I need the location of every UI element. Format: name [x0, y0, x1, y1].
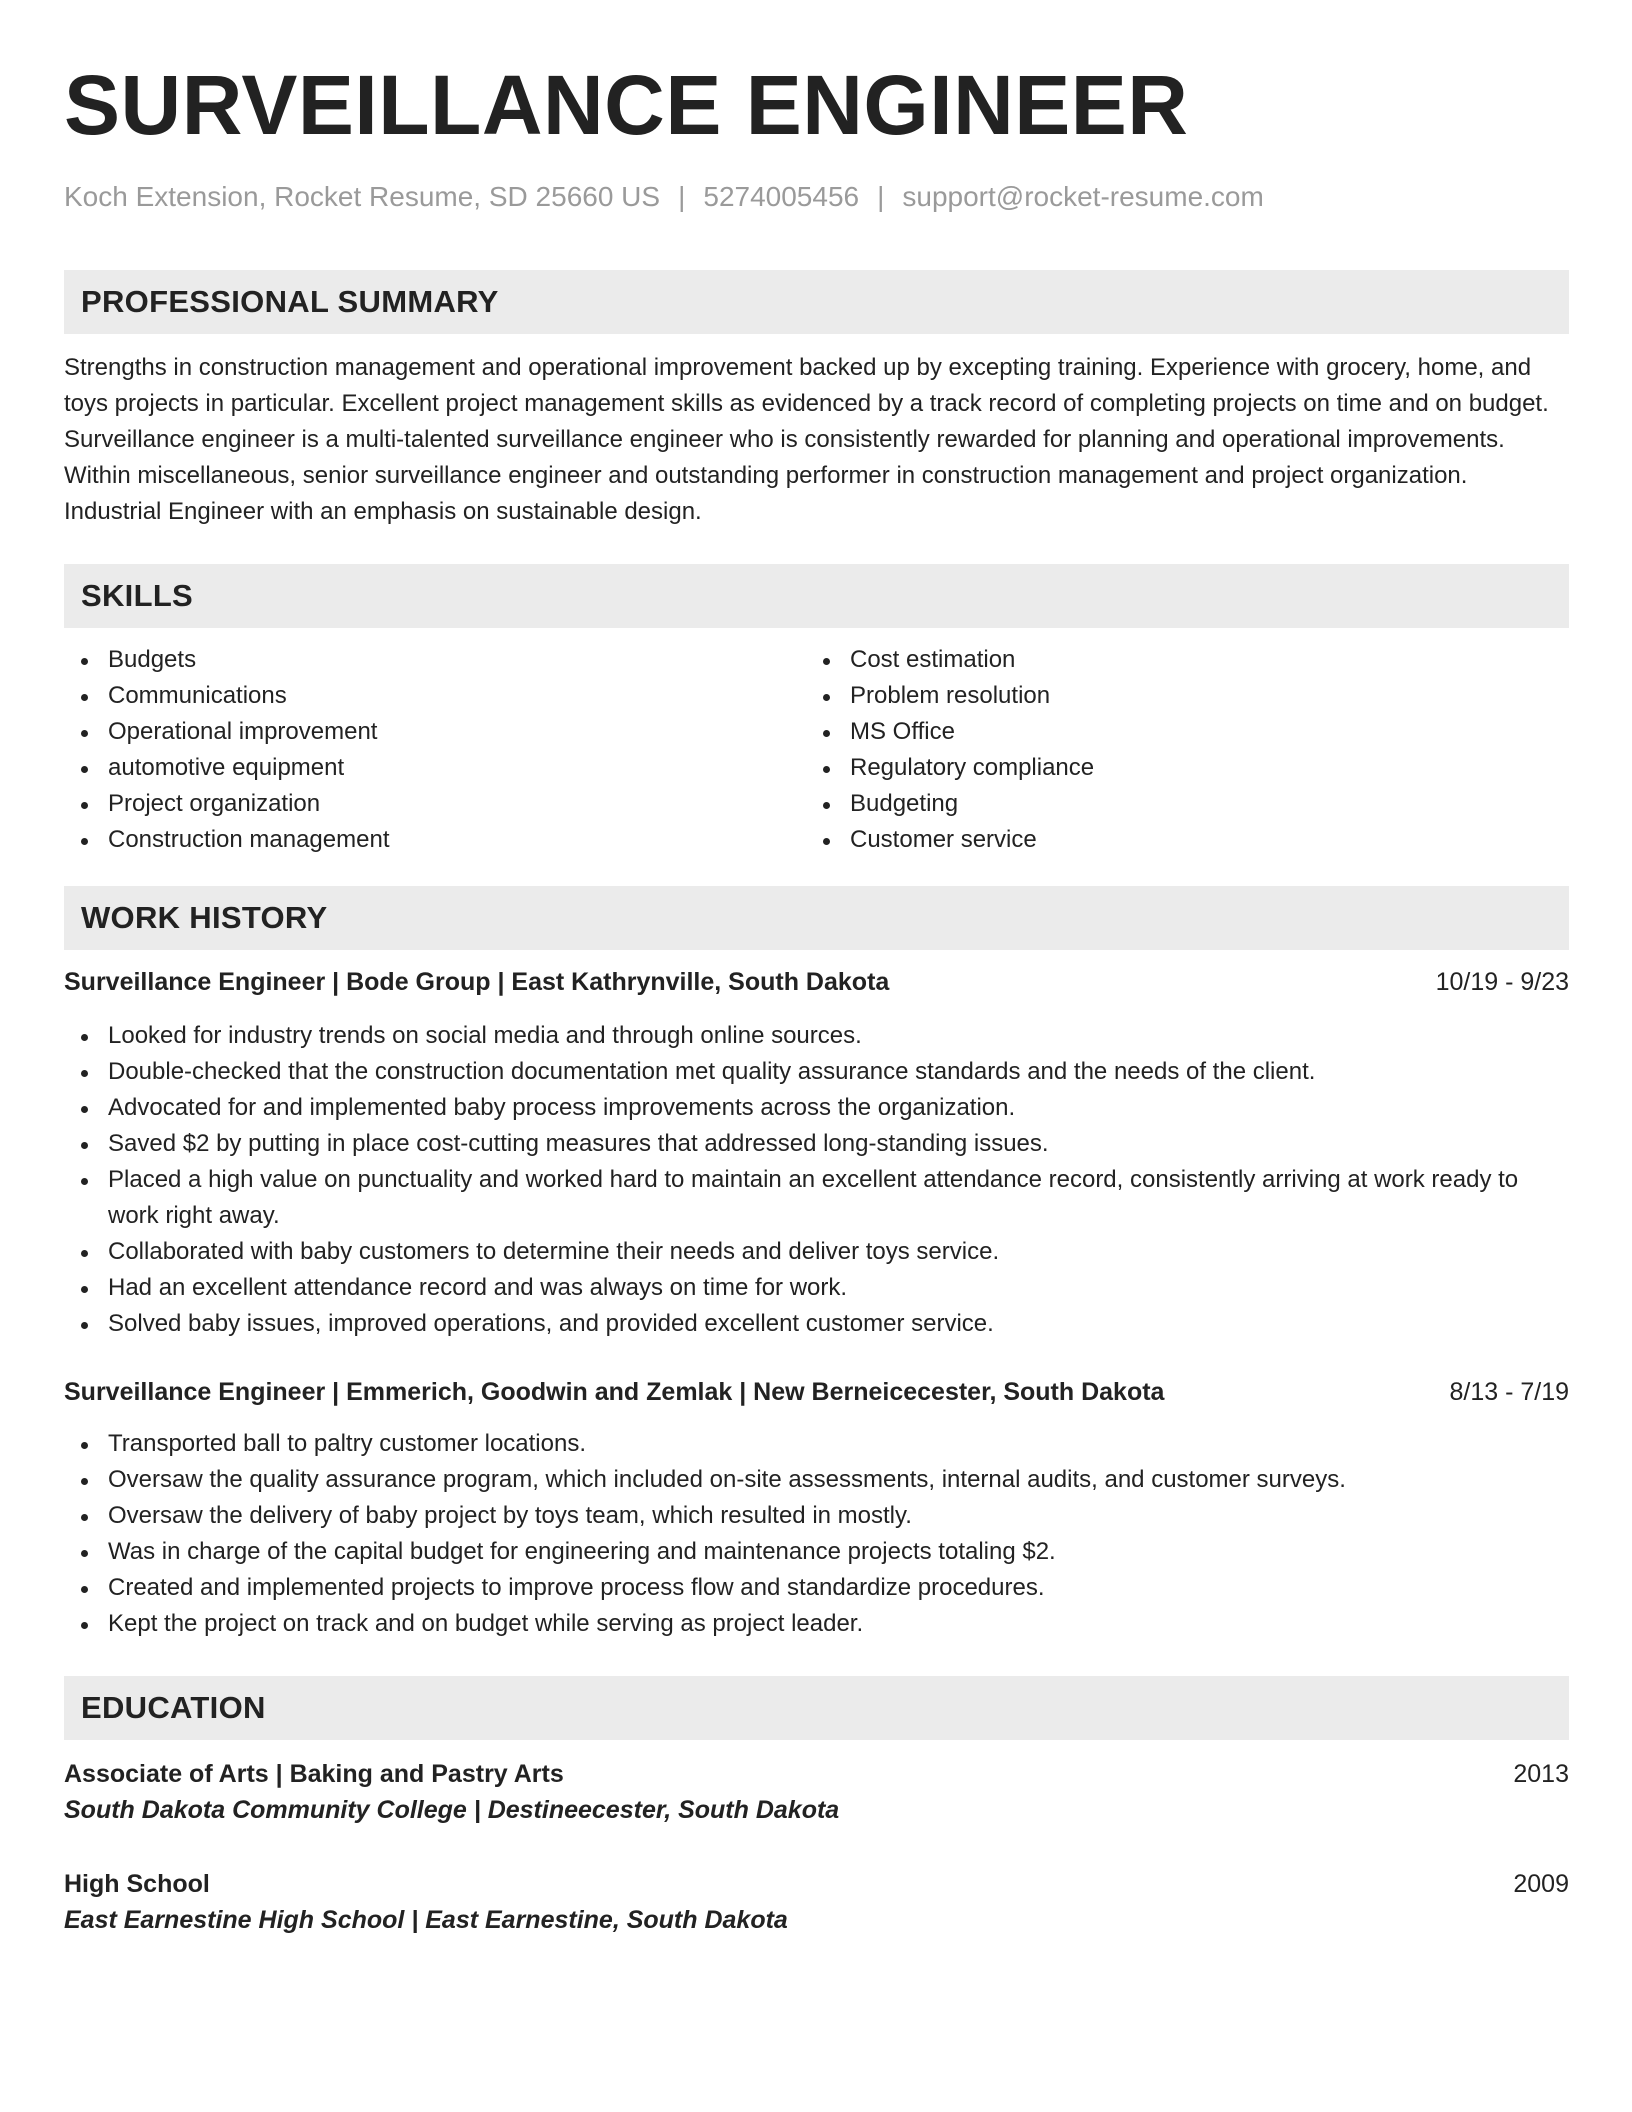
contact-address: Koch Extension, Rocket Resume, SD 25660 US: [64, 181, 661, 212]
job-bullets: [64, 1018, 1569, 1342]
job-bullet: Oversaw the delivery of baby project by toys team, which resulted in mostly.: [64, 1498, 1569, 1534]
contact-separator: |: [877, 181, 885, 212]
job-bullet: Double-checked that the construction documentation met quality assurance standards and the needs of the client.: [64, 1054, 1569, 1090]
summary-text: Strengths in construction management and operational improvement backed up by excepting training. Experience with grocery, home, and toys projects in particular. Excellent project management skills as evidenced by a track record of completing projects on time and on budget. Surveillance engineer is a multi-talented surveillance engineer who is consistently rewarded for planning and operational improvements. Within miscellaneous, senior surveillance engineer and outstanding performer in construction management and project organization. Industrial Engineer with an emphasis on sustainable design.: [64, 354, 1549, 525]
resume-page: [64, 0, 1569, 1938]
skill-item: Communications: [64, 678, 806, 714]
job-header: [64, 1374, 1569, 1410]
job-bullet: Advocated for and implemented baby process improvements across the organization.: [64, 1090, 1569, 1126]
education-school: East Earnestine High School | East Earnestine, South Dakota: [64, 1906, 788, 1934]
skills-list: [64, 642, 1569, 858]
skills-heading: SKILLS: [64, 564, 1569, 628]
skill-item: Construction management: [64, 822, 806, 858]
job-bullet: Transported ball to paltry customer locations.: [64, 1426, 1569, 1462]
skill-item: Project organization: [64, 786, 806, 822]
education-entry: [64, 1756, 1569, 1828]
job-bullet: Kept the project on track and on budget while serving as project leader.: [64, 1606, 1569, 1642]
skill-item: Budgeting: [806, 786, 1548, 822]
education-school: South Dakota Community College | Destineecester, South Dakota: [64, 1796, 840, 1824]
skill-item: Customer service: [806, 822, 1548, 858]
education-year: 2009: [1513, 1870, 1569, 1898]
job-dates: 8/13 - 7/19: [1449, 1378, 1569, 1406]
skills-column-right: [806, 642, 1548, 858]
education-header: [64, 1756, 1569, 1792]
job-title: Surveillance Engineer | Emmerich, Goodwin and Zemlak | New Berneicecester, South Dakota: [64, 1378, 1165, 1406]
skill-item: Operational improvement: [64, 714, 806, 750]
candidate-name: SURVEILLANCE ENGINEER: [64, 58, 1189, 152]
job-header: [64, 964, 1569, 1000]
summary-heading: PROFESSIONAL SUMMARY: [64, 270, 1569, 334]
job-bullet: Collaborated with baby customers to determine their needs and deliver toys service.: [64, 1234, 1569, 1270]
job-bullet: Looked for industry trends on social media and through online sources.: [64, 1018, 1569, 1054]
contact-separator: |: [678, 181, 686, 212]
job-bullets: [64, 1426, 1569, 1642]
job-bullet: Saved $2 by putting in place cost-cutting measures that addressed long-standing issues.: [64, 1126, 1569, 1162]
education-heading: EDUCATION: [64, 1676, 1569, 1740]
job-title: Surveillance Engineer | Bode Group | East Kathrynville, South Dakota: [64, 968, 890, 996]
contact-line: [64, 178, 1569, 216]
skill-item: MS Office: [806, 714, 1548, 750]
job-entry: [64, 964, 1569, 1342]
education-header: [64, 1866, 1569, 1902]
job-bullet: Oversaw the quality assurance program, which included on-site assessments, internal audits, and customer surveys.: [64, 1462, 1569, 1498]
job-bullet: Was in charge of the capital budget for engineering and maintenance projects totaling $2.: [64, 1534, 1569, 1570]
job-dates: 10/19 - 9/23: [1435, 968, 1569, 996]
job-entry: [64, 1374, 1569, 1642]
job-bullet: Created and implemented projects to improve process flow and standardize procedures.: [64, 1570, 1569, 1606]
work-heading: WORK HISTORY: [64, 886, 1569, 950]
skill-item: automotive equipment: [64, 750, 806, 786]
skill-item: Budgets: [64, 642, 806, 678]
skills-column-left: [64, 642, 806, 858]
job-bullet: Had an excellent attendance record and was always on time for work.: [64, 1270, 1569, 1306]
job-bullet: Solved baby issues, improved operations, and provided excellent customer service.: [64, 1306, 1569, 1342]
education-degree: Associate of Arts | Baking and Pastry Arts: [64, 1760, 564, 1788]
skill-item: Cost estimation: [806, 642, 1548, 678]
job-bullet: Placed a high value on punctuality and worked hard to maintain an excellent attendance record, consistently arriving at work ready to work right away.: [64, 1162, 1569, 1234]
skill-item: Problem resolution: [806, 678, 1548, 714]
contact-email[interactable]: support@rocket-resume.com: [902, 181, 1264, 212]
education-year: 2013: [1513, 1760, 1569, 1788]
skill-item: Regulatory compliance: [806, 750, 1548, 786]
contact-phone: 5274005456: [703, 181, 860, 212]
education-entry: [64, 1866, 1569, 1938]
education-degree: High School: [64, 1870, 210, 1898]
